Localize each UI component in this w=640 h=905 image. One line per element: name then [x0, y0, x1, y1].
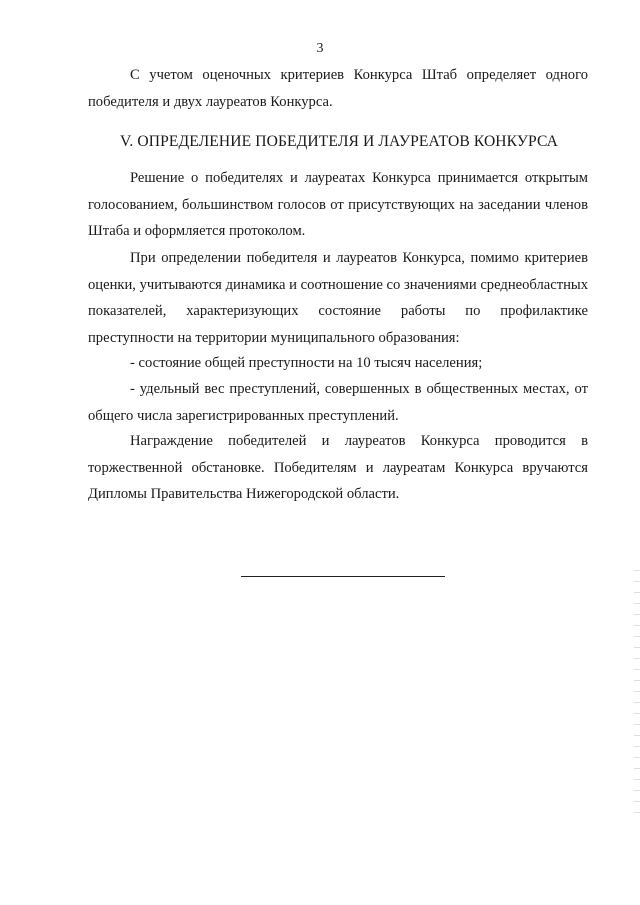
page-number: 3: [316, 41, 324, 56]
paragraph-decision: Решение о победителях и лауреатах Конкурса принимается открытым голосованием, большинством голосов от присутствующих на заседании членов Штаба и оформляется протоколом.: [88, 170, 588, 239]
section-heading: V. ОПРЕДЕЛЕНИЕ ПОБЕДИТЕЛЯ И ЛАУРЕАТОВ КОНКУРСА: [120, 133, 559, 150]
list-item-public-places: - удельный вес преступлений, совершенных в общественных местах, от общего числа зарегистрированных преступлений.: [88, 381, 588, 424]
end-divider: [241, 576, 445, 577]
closing-paragraph: Награждение победителей и лауреатов Конкурса проводится в торжественной обстановке. Победителям и лауреатам Конкурса вручаются Дипломы Правительства Нижегородской области.: [88, 433, 588, 502]
intro-paragraph: С учетом оценочных критериев Конкурса Штаб определяет одного победителя и двух лауреатов Конкурса.: [88, 67, 588, 110]
paragraph-criteria: При определении победителя и лауреатов Конкурса, помимо критериев оценки, учитываются динамика и соотношение со значениями среднеобластных показателей, характеризующих состояние работы по профилактике преступности на территории муниципального образования:: [88, 250, 588, 346]
list-item-crime-rate: - состояние общей преступности на 10 тысяч населения;: [130, 355, 483, 371]
scan-margin-artifact: [634, 560, 640, 820]
